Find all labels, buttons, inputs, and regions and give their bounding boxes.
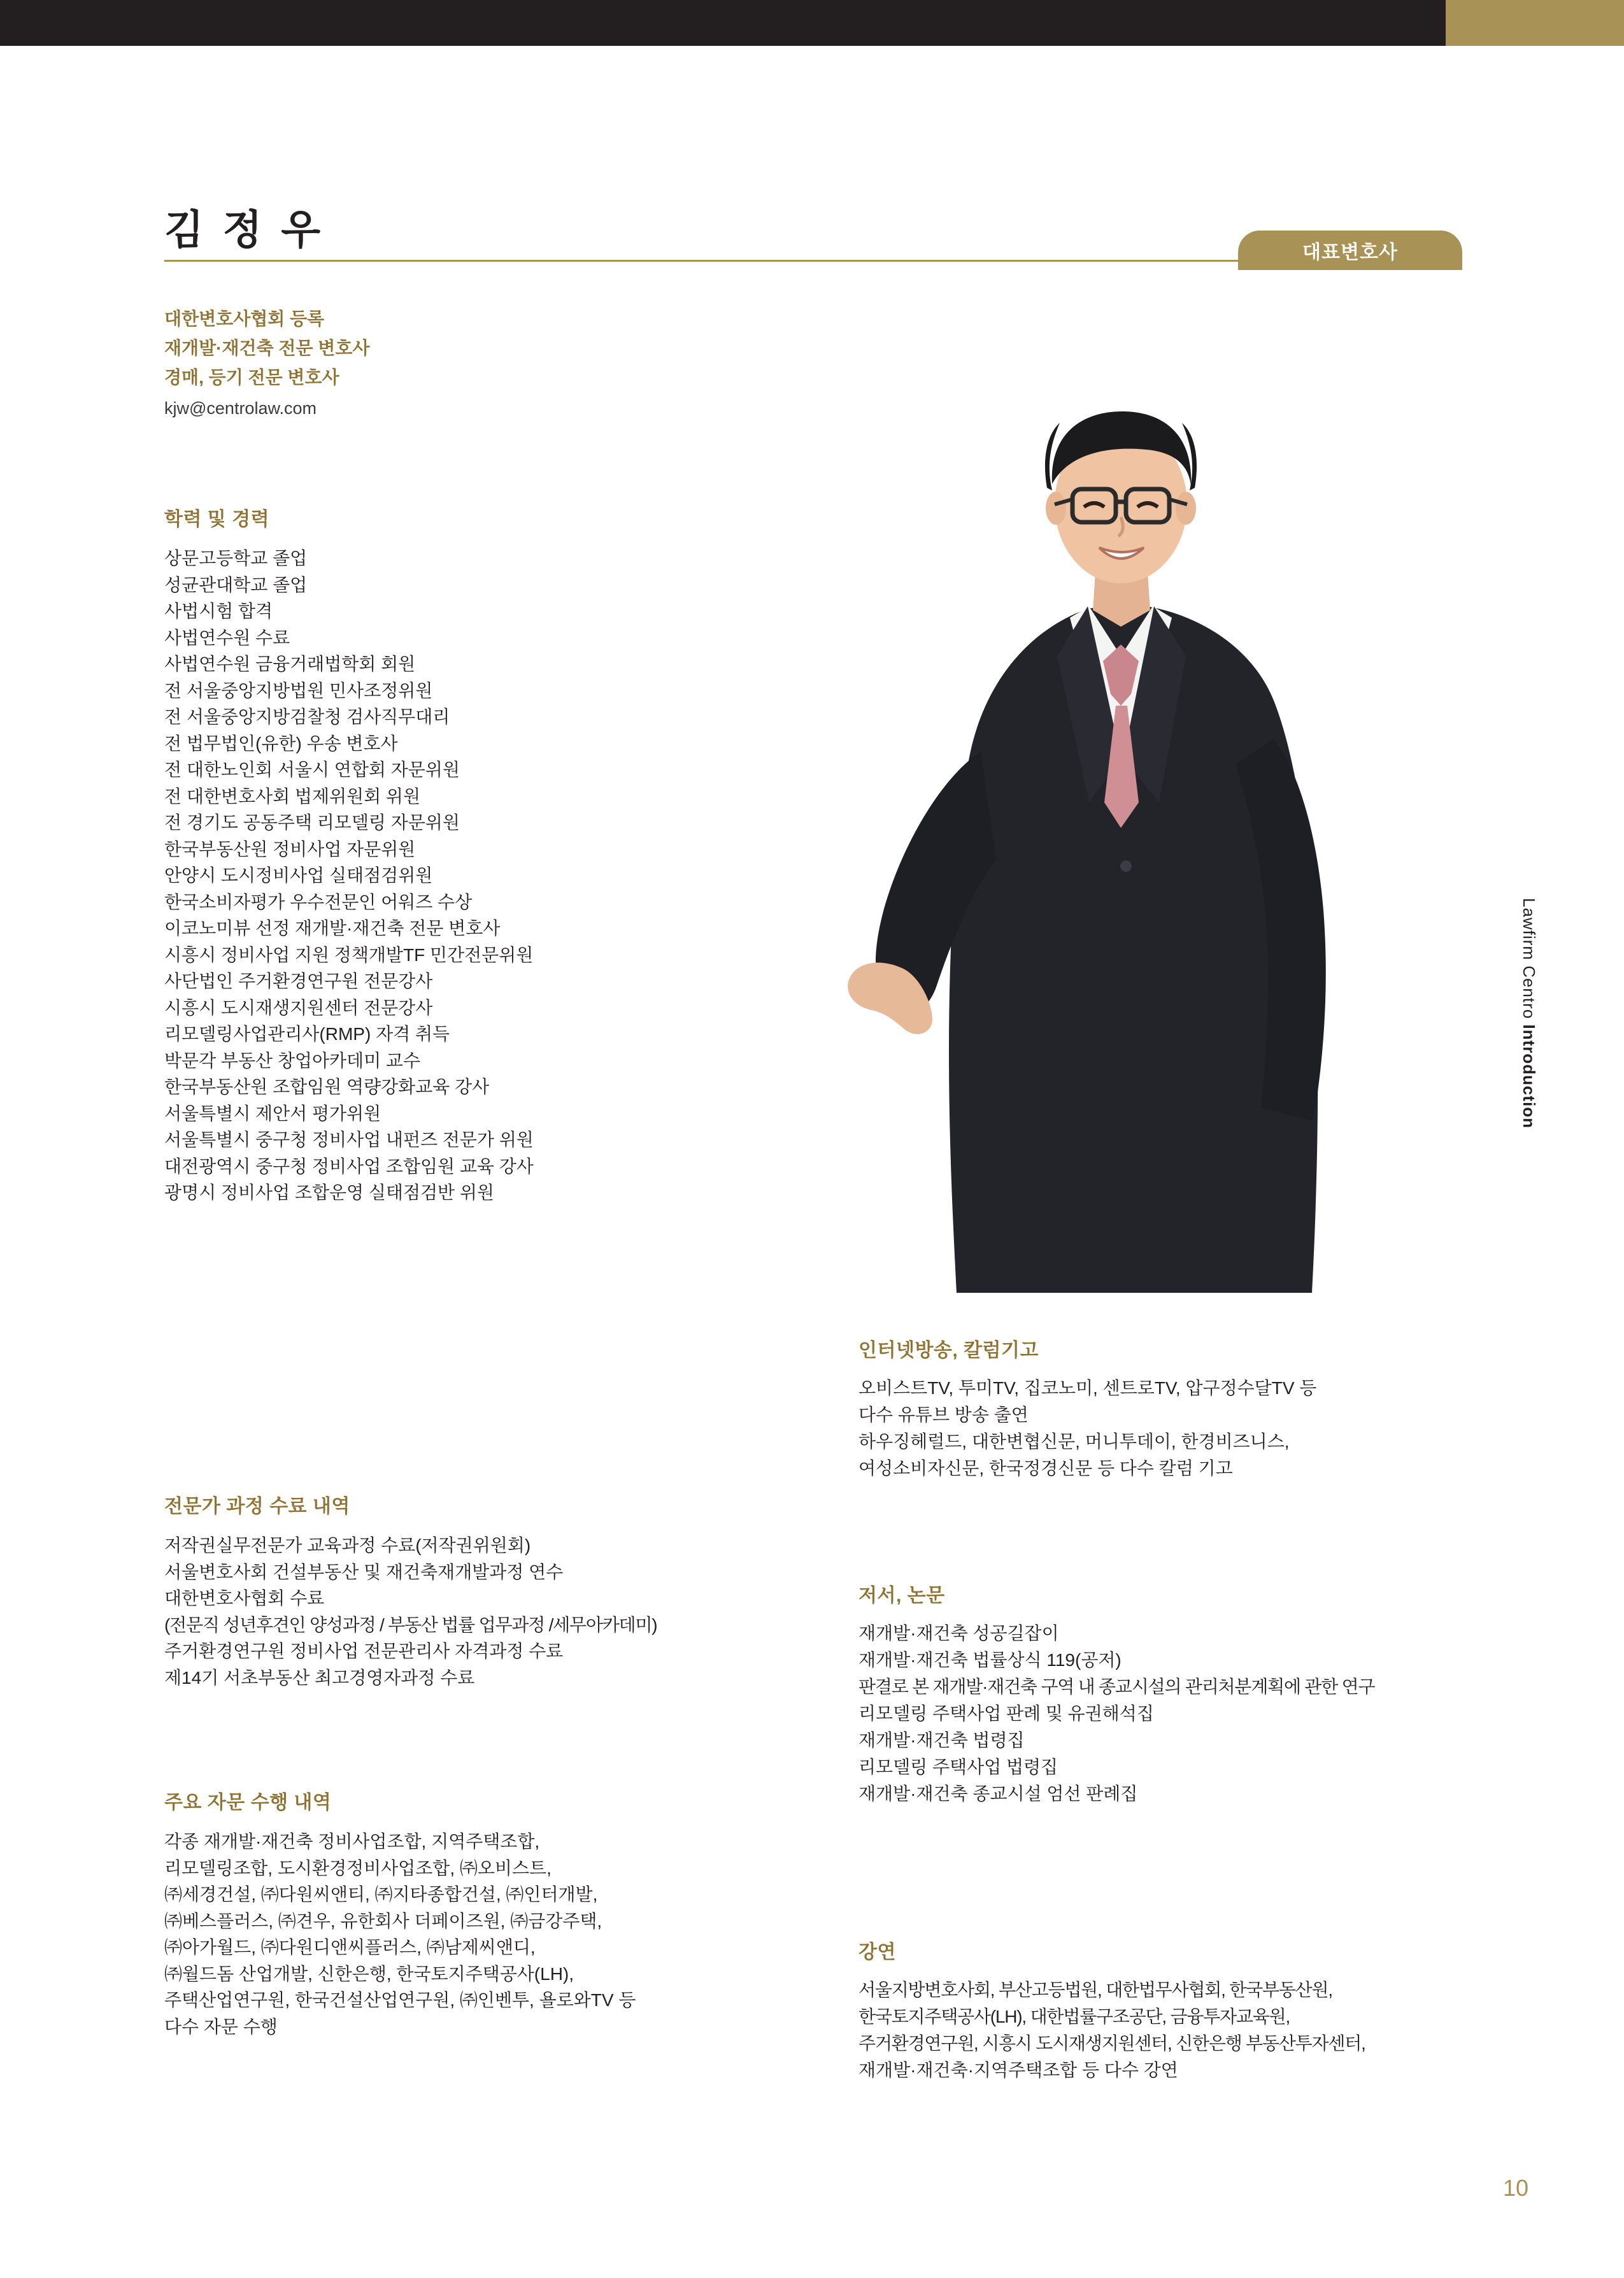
list-item: 주택산업연구원, 한국건설산업연구원, ㈜인벤투, 욜로와TV 등 xyxy=(164,1990,636,2010)
list-item: 재개발·재건축 법률상식 119(공저) xyxy=(858,1650,1122,1670)
list-item: 여성소비자신문, 한국정경신문 등 다수 칼럼 기고 xyxy=(858,1458,1233,1478)
list-item: 전 서울중앙지방검찰청 검사직무대리 xyxy=(164,707,450,727)
intro-line-2: 재개발·재건축 전문 변호사 xyxy=(164,338,370,358)
section-media-heading: 인터넷방송, 칼럼기고 xyxy=(858,1340,1039,1361)
list-item: 오비스트TV, 투미TV, 집코노미, 센트로TV, 압구정수달TV 등 xyxy=(858,1378,1317,1398)
list-item: 한국토지주택공사(LH), 대한법률구조공단, 금융투자교육원, xyxy=(858,2007,1290,2026)
list-item: 각종 재개발·재건축 정비사업조합, 지역주택조합, xyxy=(164,1832,540,1851)
list-item: ㈜베스플러스, ㈜견우, 유한회사 더페이즈원, ㈜금강주택, xyxy=(164,1911,602,1931)
list-item: 전 법무법인(유한) 우송 변호사 xyxy=(164,733,398,753)
list-item: 사법연수원 금융거래법학회 회원 xyxy=(164,654,416,674)
list-item: 박문각 부동산 창업아카데미 교수 xyxy=(164,1050,421,1071)
list-item: 전 서울중앙지방법원 민사조정위원 xyxy=(164,680,433,701)
section-talks xyxy=(858,1936,1534,2084)
section-expert-courses-list xyxy=(164,1532,916,1691)
list-item: 리모델링 주택사업 법령집 xyxy=(858,1757,1058,1777)
list-item: 재개발·재건축 법령집 xyxy=(858,1730,1025,1750)
header-gold-bar xyxy=(1446,0,1624,46)
intro-line-3: 경매, 등기 전문 변호사 xyxy=(164,367,339,387)
side-label-prefix: Lawfirm Centro xyxy=(1520,898,1539,1025)
list-item: 전 대한변호사회 법제위원회 위원 xyxy=(164,786,421,806)
section-advisory xyxy=(164,1786,916,2040)
intro-line-1: 대한변호사협회 등록 xyxy=(164,309,325,329)
section-career-heading: 학력 및 경력 xyxy=(164,509,270,530)
list-item: 사단법인 주거환경연구원 전문강사 xyxy=(164,971,433,991)
list-item: 다수 자문 수행 xyxy=(164,2016,278,2037)
list-item: 시흥시 도시재생지원센터 전문강사 xyxy=(164,997,433,1018)
list-item: 판결로 본 재개발·재건축 구역 내 종교시설의 관리처분계획에 관한 연구 xyxy=(858,1677,1375,1697)
list-item: 전 대한노인회 서울시 연합회 자문위원 xyxy=(164,760,460,780)
section-media xyxy=(858,1334,1534,1482)
list-item: ㈜월드돔 산업개발, 신한은행, 한국토지주택공사(LH), xyxy=(164,1963,574,1984)
list-item: 사법연수원 수료 xyxy=(164,627,290,648)
section-expert-courses xyxy=(164,1490,916,1691)
list-item: 하우징헤럴드, 대한변협신문, 머니투데이, 한경비즈니스, xyxy=(858,1432,1290,1451)
email-text: kjw@centrolaw.com xyxy=(164,399,317,418)
suit-button xyxy=(1120,860,1132,872)
list-item: 상문고등학교 졸업 xyxy=(164,548,308,568)
page-title: 김 정 우 xyxy=(164,207,325,253)
list-item: 서울특별시 제안서 평가위원 xyxy=(164,1103,381,1123)
section-books xyxy=(858,1579,1534,1807)
list-item: 시흥시 정비사업 지원 정책개발TF 민간전문위원 xyxy=(164,944,534,965)
list-item: 재개발·재건축·지역주택조합 등 다수 강연 xyxy=(858,2060,1178,2080)
list-item: 서울지방변호사회, 부산고등법원, 대한법무사협회, 한국부동산원, xyxy=(858,1980,1332,2000)
section-books-list xyxy=(858,1620,1534,1807)
title-divider xyxy=(164,260,1238,262)
list-item: 안양시 도시정비사업 실태점검위원 xyxy=(164,865,433,885)
header-dark-bar xyxy=(0,0,1446,46)
intro-block xyxy=(164,304,865,423)
list-item: 전 경기도 공동주택 리모델링 자문위원 xyxy=(164,813,460,832)
list-item: 리모델링사업관리사(RMP) 자격 취득 xyxy=(164,1024,450,1044)
list-item: 제14기 서초부동산 최고경영자과정 수료 xyxy=(164,1667,475,1688)
list-item: 서울특별시 중구청 정비사업 내펀즈 전문가 위원 xyxy=(164,1130,534,1150)
list-item: 저작권실무전문가 교육과정 수료(저작권위원회) xyxy=(164,1535,531,1555)
list-item: 한국부동산원 조합임원 역량강화교육 강사 xyxy=(164,1077,490,1097)
section-expert-courses-heading: 전문가 과정 수료 내역 xyxy=(164,1496,350,1517)
list-item: 리모델링 주택사업 판례 및 유권해석집 xyxy=(858,1704,1154,1723)
section-books-heading: 저서, 논문 xyxy=(858,1585,945,1606)
list-item: 대전광역시 중구청 정비사업 조합임원 교육 강사 xyxy=(164,1156,534,1176)
ear-right xyxy=(1176,492,1196,525)
list-item: 주거환경연구원 정비사업 전문관리사 자격과정 수료 xyxy=(164,1641,564,1661)
list-item: 광명시 정비사업 조합운영 실태점검반 위원 xyxy=(164,1183,494,1202)
section-advisory-list xyxy=(164,1828,916,2040)
ear-left xyxy=(1046,492,1066,525)
role-badge: 대표변호사 xyxy=(1238,231,1462,270)
list-item: 서울변호사회 건설부동산 및 재건축재개발과정 연수 xyxy=(164,1562,564,1582)
list-item: 재개발·재건축 종교시설 엄선 판례집 xyxy=(858,1784,1138,1804)
section-talks-heading: 강연 xyxy=(858,1942,896,1963)
list-item: ㈜아가월드, ㈜다원디앤씨플러스, ㈜남제씨앤디, xyxy=(164,1937,536,1957)
list-item: 성균관대학교 졸업 xyxy=(164,574,308,595)
list-item: (전문직 성년후견인 양성과정 / 부동산 법률 업무과정 /세무아카데미) xyxy=(164,1614,657,1635)
list-item: 사법시험 합격 xyxy=(164,601,273,621)
section-media-list xyxy=(858,1375,1534,1482)
attorney-portrait xyxy=(790,357,1433,1293)
list-item: ㈜세경건설, ㈜다원씨앤티, ㈜지타종합건설, ㈜인터개발, xyxy=(164,1884,598,1904)
section-talks-list xyxy=(858,1977,1534,2084)
section-advisory-heading: 주요 자문 수행 내역 xyxy=(164,1792,332,1813)
list-item: 한국부동산원 정비사업 자문위원 xyxy=(164,839,416,859)
list-item: 이코노미뷰 선정 재개발·재건축 전문 변호사 xyxy=(164,918,501,938)
side-label-bold: Introduction xyxy=(1520,1024,1539,1129)
list-item: 재개발·재건축 성공길잡이 xyxy=(858,1623,1059,1643)
list-item: 리모델링조합, 도시환경정비사업조합, ㈜오비스트, xyxy=(164,1858,552,1878)
side-vertical-label xyxy=(1511,898,1539,1128)
list-item: 주거환경연구원, 시흥시 도시재생지원센터, 신한은행 부동산투자센터, xyxy=(858,2033,1365,2053)
list-item: 한국소비자평가 우수전문인 어워즈 수상 xyxy=(164,892,473,912)
list-item: 다수 유튜브 방송 출연 xyxy=(858,1405,1029,1425)
list-item: 대한변호사협회 수료 xyxy=(164,1588,325,1608)
page-number: 10 xyxy=(1502,2175,1528,2201)
